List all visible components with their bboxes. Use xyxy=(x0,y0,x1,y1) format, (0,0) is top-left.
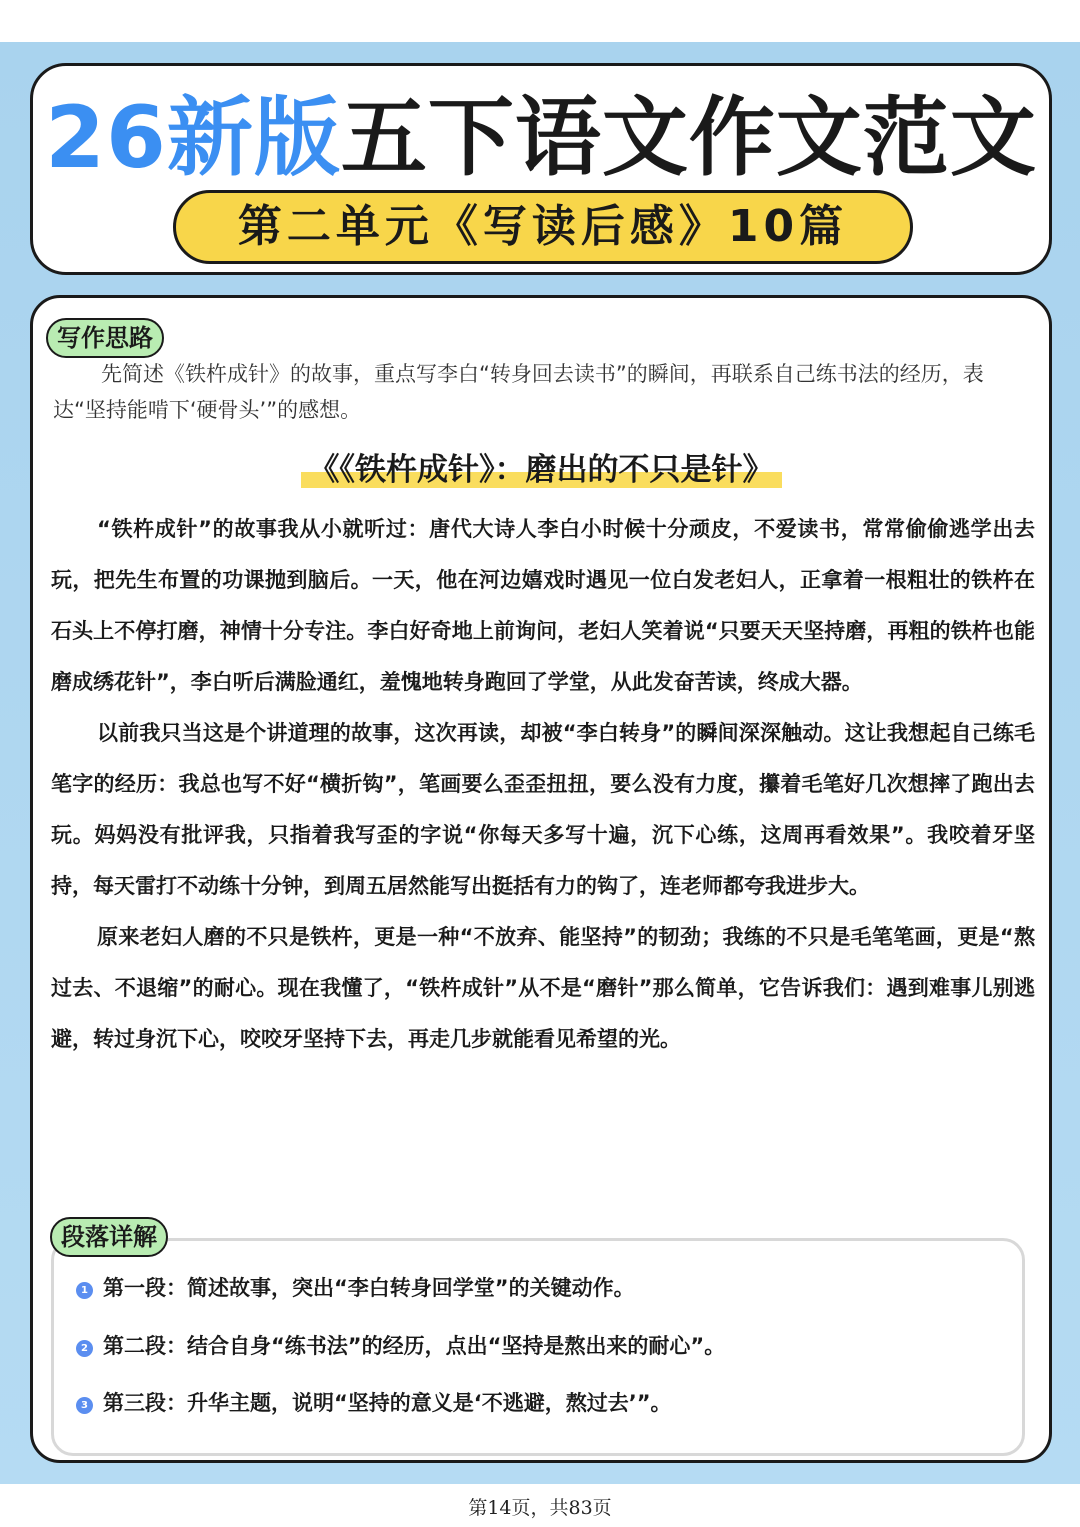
detail-item xyxy=(76,1273,635,1303)
essay-title-text: 《《铁杵成针》：磨出的不只是针》 xyxy=(308,452,774,488)
detail-item-text: 第三段：升华主题，说明“坚持的意义是‘不逃避，熬过去’”。 xyxy=(103,1391,672,1415)
number-badge: 1 xyxy=(76,1282,93,1299)
essay-title-wrap xyxy=(33,448,1049,492)
essay-paragraph-2: 以前我只当这是个讲道理的故事，这次再读，却被“李白转身”的瞬间深深触动。这让我想起自己练毛笔字的经历：我总也写不好“横折钩”，笔画要么歪歪扭扭，要么没有力度，攥着毛笔好几次想摔了跑出去玩。妈妈没有批评我，只指着我写歪的字说“你每天多写十遍，沉下心练，这周再看效果”。我咬着牙坚持，每天雷打不动练十分钟，到周五居然能写出挺括有力的钩了，连老师都夸我进步大。 xyxy=(51,721,1035,898)
detail-item-text: 第二段：结合自身“练书法”的经历，点出“坚持是熬出来的耐心”。 xyxy=(103,1334,726,1358)
subtitle-pill: 第二单元《写读后感》10篇 xyxy=(173,190,913,264)
writing-idea-text: 先简述《铁杵成针》的故事，重点写李白“转身回去读书”的瞬间，再联系自己练书法的经历，表达“坚持能啃下‘硬骨头’”的感想。 xyxy=(53,362,984,422)
paragraph-detail-tag: 段落详解 xyxy=(50,1217,168,1257)
title-card xyxy=(30,63,1052,275)
title-highlight: 26新版 xyxy=(45,88,341,188)
title-rest: 五下语文作文范文 xyxy=(340,88,1037,188)
number-badge: 2 xyxy=(76,1340,93,1357)
essay-title xyxy=(301,448,782,492)
essay-body xyxy=(51,504,1035,1065)
number-badge: 3 xyxy=(76,1397,93,1414)
detail-item-text: 第一段：简述故事，突出“李白转身回学堂”的关键动作。 xyxy=(103,1276,635,1300)
essay-paragraph-1: “铁杵成针”的故事我从小就听过：唐代大诗人李白小时候十分顽皮，不爱读书，常常偷偷逃学出去玩，把先生布置的功课抛到脑后。一天，他在河边嬉戏时遇见一位白发老妇人，正拿着一根粗壮的铁杵在石头上不停打磨，神情十分专注。李白好奇地上前询问，老妇人笑着说“只要天天坚持磨，再粗的铁杵也能磨成绣花针”，李白听后满脸通红，羞愧地转身跑回了学堂，从此发奋苦读，终成大器。 xyxy=(51,517,1035,694)
detail-item xyxy=(76,1331,725,1361)
detail-item xyxy=(76,1388,672,1418)
content-card xyxy=(30,295,1052,1463)
writing-idea-tag: 写作思路 xyxy=(46,318,164,358)
page-title xyxy=(33,88,1049,188)
essay-paragraph-3: 原来老妇人磨的不只是铁杵，更是一种“不放弃、能坚持”的韧劲；我练的不只是毛笔笔画，更是“熬过去、不退缩”的耐心。现在我懂了，“铁杵成针”从不是“磨针”那么简单，它告诉我们：遇到难事儿别逃避，转过身沉下心，咬咬牙坚持下去，再走几步就能看见希望的光。 xyxy=(51,925,1035,1051)
paragraph-detail-box xyxy=(51,1238,1025,1456)
page-number: 第14页，共83页 xyxy=(468,1497,612,1519)
